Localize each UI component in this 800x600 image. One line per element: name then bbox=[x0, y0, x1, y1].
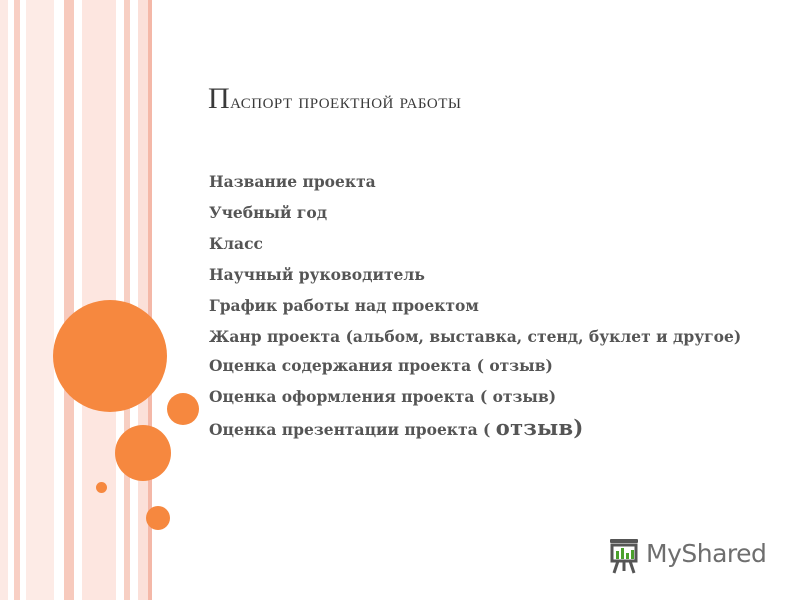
decor-circle-small bbox=[167, 393, 199, 425]
decor-circle-small bbox=[146, 506, 170, 530]
title-first-letter: П bbox=[208, 82, 231, 115]
decor-stripe bbox=[64, 0, 74, 600]
decor-stripe bbox=[124, 0, 130, 600]
logo-text: MyShared bbox=[646, 539, 767, 568]
decor-circle-medium bbox=[115, 425, 171, 481]
decor-circle-large bbox=[53, 300, 167, 412]
decor-stripe bbox=[0, 0, 8, 600]
decor-stripe bbox=[138, 0, 148, 600]
list-item: Класс bbox=[209, 234, 263, 253]
list-item: Жанр проекта (альбом, выставка, стенд, буклет и другое) bbox=[209, 327, 742, 346]
list-item: Учебный год bbox=[209, 203, 328, 222]
list-item bbox=[209, 415, 749, 440]
presentation-board-icon bbox=[606, 537, 642, 575]
slide-title bbox=[208, 82, 768, 116]
decor-stripe bbox=[26, 0, 54, 600]
list-item: Оценка содержания проекта ( отзыв) bbox=[209, 356, 553, 375]
decor-stripe bbox=[14, 0, 20, 600]
list-item-text: Оценка презентации проекта ( bbox=[209, 420, 496, 439]
list-item-emphasis: отзыв) bbox=[495, 415, 584, 440]
myshared-logo[interactable] bbox=[606, 535, 766, 575]
list-item: График работы над проектом bbox=[209, 296, 479, 315]
passport-fields-list bbox=[209, 172, 749, 451]
list-item: Название проекта bbox=[209, 172, 376, 191]
list-item: Научный руководитель bbox=[209, 265, 425, 284]
decor-circle-tiny bbox=[96, 482, 107, 493]
title-rest: аспорт проектной работы bbox=[230, 89, 462, 113]
list-item: Оценка оформления проекта ( отзыв) bbox=[209, 387, 557, 406]
